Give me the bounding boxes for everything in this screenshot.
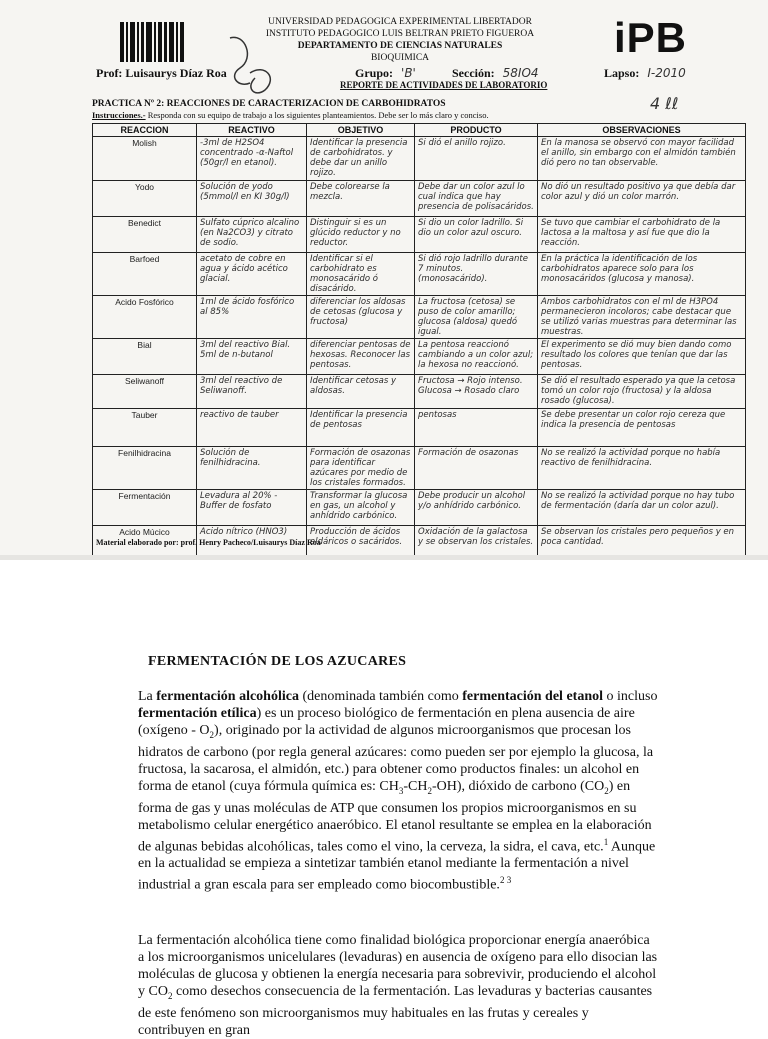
reaction-cell: Yodo	[93, 181, 197, 217]
observation-cell: Se observan los cristales pero pequeños y en poca cantidad.	[538, 526, 746, 562]
header-reaccion: REACCION	[93, 124, 197, 137]
reagent-cell: Acido nítrico (HNO3)	[197, 526, 307, 562]
grupo-field: Grupo: 'B'	[355, 66, 416, 80]
objective-cell: Identificar la presencia de carbohidratos. y debe dar un anillo rojizo.	[307, 137, 415, 181]
seccion-field: Sección: 58IO4	[452, 66, 539, 80]
lab-results-table	[92, 123, 746, 562]
product-cell: Si dió el anillo rojizo.	[415, 137, 538, 181]
product-cell: Debe producir un alcohol y/o anhídrido carbónico.	[415, 490, 538, 526]
objective-cell: Formación de osazonas para identificar azúcares por medio de los cristales formados.	[307, 447, 415, 490]
product-cell: La fructosa (cetosa) se puso de color amarillo; glucosa (aldosa) quedó igual.	[415, 296, 538, 339]
reaction-cell: Barfoed	[93, 253, 197, 296]
observation-cell: No dió un resultado positivo ya que debía dar color azul y dió un color marrón.	[538, 181, 746, 217]
article-title: FERMENTACIÓN DE LOS AZUCARES	[148, 654, 407, 669]
observation-cell: En la manosa se observó con mayor facilidad el anillo, sin embargo con el almidón también dió pero no tan observable.	[538, 137, 746, 181]
product-cell: Formación de osazonas	[415, 447, 538, 490]
objective-cell: Debe colorearse la mezcla.	[307, 181, 415, 217]
objective-cell: Identificar si el carbohidrato es monosacárido ó disacárido.	[307, 253, 415, 296]
professor-label: Prof: Luisaurys Díaz Roa	[96, 66, 227, 80]
observation-cell: En la práctica la identificación de los carbohidratos aparece solo para los monosacáridos (glucosa y manosa).	[538, 253, 746, 296]
article-page	[0, 560, 768, 1038]
product-cell: Fructosa → Rojo intenso. Glucosa → Rosado claro	[415, 375, 538, 409]
product-cell: Debe dar un color azul lo cual indica que hay presencia de polisacáridos.	[415, 181, 538, 217]
article-paragraph-1: La fermentación alcohólica (denominada también como fermentación del etanol o incluso fermentación etílica) es un proceso biológico de fermentación en plena ausencia de aire (oxígeno - $O_2$), originado por la actividad de algunos microorganismos que procesan los hidratos de carbono (por regla general azúcares: como pueden ser por ejemplo la glucosa, la fructosa, la sacarosa, el almidón, etc.) para obtener como productos finales: un alcohol en forma de etanol (cuya fórmula química es: $CH_3-CH_2-OH$), dióxido de carbono $(CO_2)$ en forma de gas y unas moléculas de ATP que consumen los propios microorganismos en su metabolismo celular energético anaeróbico. El etanol resultante se emplea en la elaboración de algunas bebidas alcohólicas, tales como el vino, la cerveza, la sidra, el cava, etc.$^1$ Aunque en la actualidad se empieza a sintetizar también etanol mediante la fermentación a nivel industrial a gran escala para ser empleado como biocombustible.$^{2 3}$	[138, 689, 658, 893]
reaction-cell: Bial	[93, 339, 197, 375]
instructions: Instrucciones.- Responda con su equipo de trabajo a los siguientes planteamientos. Debe ser lo más claro y conciso.	[92, 110, 489, 120]
reagent-cell: reactivo de tauber	[197, 409, 307, 447]
observation-cell: No se realizó la actividad porque no hay tubo de fermentación (daría dar un color azul).	[538, 490, 746, 526]
reaction-cell: Fenilhidracina	[93, 447, 197, 490]
table-row	[93, 490, 746, 526]
header-producto: PRODUCTO	[415, 124, 538, 137]
objective-cell: Identificar la presencia de pentosas	[307, 409, 415, 447]
reagent-cell: Solución de yodo (5mmol/l en KI 30g/l)	[197, 181, 307, 217]
report-title: REPORTE DE ACTIVIDADES DE LABORATORIO	[340, 80, 548, 90]
ipb-logo: iPB	[614, 14, 688, 61]
observation-cell: Se tuvo que cambiar el carbohidrato de la lactosa a la maltosa y así fue que dio la reacción.	[538, 217, 746, 253]
table-row	[93, 339, 746, 375]
observation-cell: Se debe presentar un color rojo cereza que indica la presencia de pentosas	[538, 409, 746, 447]
table-row	[93, 181, 746, 217]
reagent-cell: Solución de fenilhidracina.	[197, 447, 307, 490]
reagent-cell: 3ml del reactivo Bial. 5ml de n-butanol	[197, 339, 307, 375]
observation-cell: El experimento se dió muy bien dando como resultado los colores que tenían que dar las pentosas.	[538, 339, 746, 375]
product-cell: Oxidación de la galactosa y se observan los cristales.	[415, 526, 538, 562]
objective-cell: Identificar cetosas y aldosas.	[307, 375, 415, 409]
objective-cell: Producción de ácidos aldáricos o sacáridos.	[307, 526, 415, 562]
table-row	[93, 253, 746, 296]
subject-name: BIOQUIMICA	[370, 53, 430, 63]
reagent-cell: -3ml de H2SO4 concentrado -α-Naftol (50gr/l en etanol).	[197, 137, 307, 181]
table-row	[93, 137, 746, 181]
table-row	[93, 447, 746, 490]
reaction-cell: Acido Múcico	[93, 526, 197, 562]
university-name: UNIVERSIDAD PEDAGOGICA EXPERIMENTAL LIBERTADOR	[268, 17, 532, 27]
product-cell: La pentosa reaccionó cambiando a un color azul; la hexosa no reaccionó.	[415, 339, 538, 375]
product-cell: pentosas	[415, 409, 538, 447]
department-name: DEPARTAMENTO DE CIENCIAS NATURALES	[297, 41, 503, 51]
table-row	[93, 217, 746, 253]
practice-title: PRACTICA Nº 2: REACCIONES DE CARACTERIZACION DE CARBOHIDRATOS	[92, 99, 446, 109]
table-row	[93, 409, 746, 447]
reaction-cell: Molish	[93, 137, 197, 181]
table-row	[93, 296, 746, 339]
reagent-cell: Sulfato cúprico alcalino (en Na2CO3) y citrato de sodio.	[197, 217, 307, 253]
product-cell: Si dio un color ladrillo. Si dio un color azul oscuro.	[415, 217, 538, 253]
lapso-field: Lapso: I-2010	[604, 66, 686, 80]
observation-cell: Ambos carbohidratos con el ml de H3PO4 permanecieron incoloros; cabe destacar que se utilizó varias muestras para determinar las muestras.	[538, 296, 746, 339]
institute-name: INSTITUTO PEDAGOGICO LUIS BELTRAN PRIETO FIGUEROA	[265, 29, 535, 39]
reagent-cell: 1ml de ácido fosfórico al 85%	[197, 296, 307, 339]
reaction-cell: Benedict	[93, 217, 197, 253]
reagent-cell: 3ml del reactivo de Seliwanoff.	[197, 375, 307, 409]
table-header-row	[93, 124, 746, 137]
reaction-cell: Fermentación	[93, 490, 197, 526]
observation-cell: No se realizó la actividad porque no había reactivo de fenilhidracina.	[538, 447, 746, 490]
barcode-logo	[120, 22, 190, 62]
reaction-cell: Seliwanoff	[93, 375, 197, 409]
objective-cell: Distinguir si es un glúcido reductor y no reductor.	[307, 217, 415, 253]
objective-cell: diferenciar pentosas de hexosas. Reconocer las pentosas.	[307, 339, 415, 375]
header-objetivo: OBJETIVO	[307, 124, 415, 137]
objective-cell: diferenciar los aldosas de cetosas (glucosa y fructosa)	[307, 296, 415, 339]
article-paragraph-2: La fermentación alcohólica tiene como finalidad biológica proporcionar energía anaeróbica a los microorganismos unicelulares (levaduras) en ausencia de oxígeno para ello disocian las moléculas de glucosa y obtienen la energía necesaria para sobrevivir, produciendo el alcohol y $CO_2$ como desechos consecuencia de la fermentación. Las levaduras y bacterias causantes de este fenómeno son microorganismos muy habituales en las frutas y cereales y contribuyen en gran	[138, 933, 658, 1038]
table-row	[93, 375, 746, 409]
header-observaciones: OBSERVACIONES	[538, 124, 746, 137]
header-reactivo: REACTIVO	[197, 124, 307, 137]
product-cell: Si dió rojo ladrillo durante 7 minutos. (monosacárido).	[415, 253, 538, 296]
objective-cell: Transformar la glucosa en gas, un alcohol y anhídrido carbónico.	[307, 490, 415, 526]
reagent-cell: Levadura al 20% - Buffer de fosfato	[197, 490, 307, 526]
reaction-cell: Acido Fosfórico	[93, 296, 197, 339]
observation-cell: Se dió el resultado esperado ya que la cetosa tomó un color rojo (fructosa) y la aldosa rosado (glucosa).	[538, 375, 746, 409]
handwritten-initials: 4 ℓℓ	[650, 94, 679, 113]
material-credit: Material elaborado por: prof. Henry Pacheco/Luisaurys Díaz Roa	[96, 538, 321, 547]
reagent-cell: acetato de cobre en agua y ácido acético glacial.	[197, 253, 307, 296]
reaction-cell: Tauber	[93, 409, 197, 447]
